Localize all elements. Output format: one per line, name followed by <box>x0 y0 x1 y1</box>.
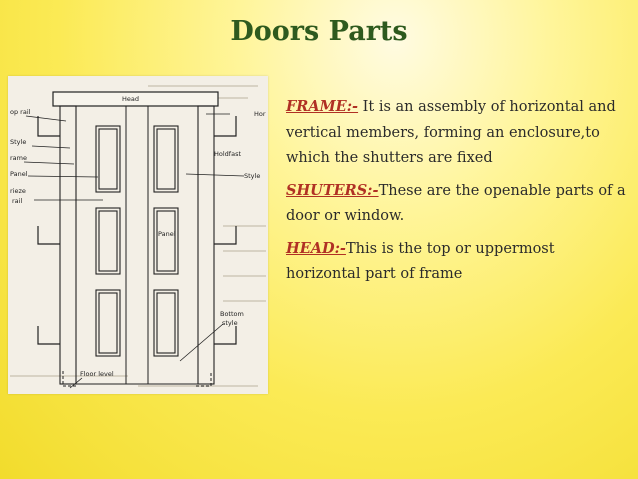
definitions-list <box>286 94 631 288</box>
shutter-outline <box>76 106 198 384</box>
door-diagram-svg <box>8 76 268 394</box>
label-holdfast: Holdfast <box>214 150 242 158</box>
label-floor-level: Floor level <box>80 370 114 378</box>
definition-frame-text: It is an assembly of horizontal and vertical members, forming an enclosure,to which the shutters are fixed <box>286 99 616 166</box>
label-bottom: Bottom <box>220 310 244 318</box>
label-rail: rail <box>12 197 23 205</box>
label-top-rail: op rail <box>10 108 31 116</box>
term-shutters: SHUTERS:- <box>286 181 379 199</box>
label-panel-center: Panel <box>158 230 176 238</box>
definition-shutters <box>286 178 631 230</box>
holdfast-brackets <box>38 116 236 344</box>
background-text-lines <box>10 86 266 386</box>
door-parts-diagram <box>8 76 268 394</box>
label-style-left: Style <box>10 138 27 146</box>
label-frieze: rieze <box>10 187 26 195</box>
label-horn: Hor <box>254 110 266 118</box>
label-bottom-style: style <box>222 319 238 327</box>
leader-lines <box>24 114 244 388</box>
label-head: Head <box>122 95 139 103</box>
right-leaf-panels <box>154 126 178 356</box>
definition-head <box>286 236 631 288</box>
label-panel-left: Panel <box>10 170 28 178</box>
slide-title: Doors Parts <box>230 16 408 47</box>
label-frame: rame <box>10 154 27 162</box>
label-style-right: Style <box>244 172 261 180</box>
term-frame: FRAME:- <box>286 98 359 115</box>
definition-shutters-text: These are the openable parts of a door or window. <box>286 182 626 224</box>
definition-frame <box>286 94 631 172</box>
frame-right <box>198 106 214 384</box>
definition-head-text: This is the top or uppermost horizontal part of frame <box>286 240 555 282</box>
left-leaf-panels <box>96 126 120 356</box>
term-head: HEAD:- <box>286 239 346 257</box>
